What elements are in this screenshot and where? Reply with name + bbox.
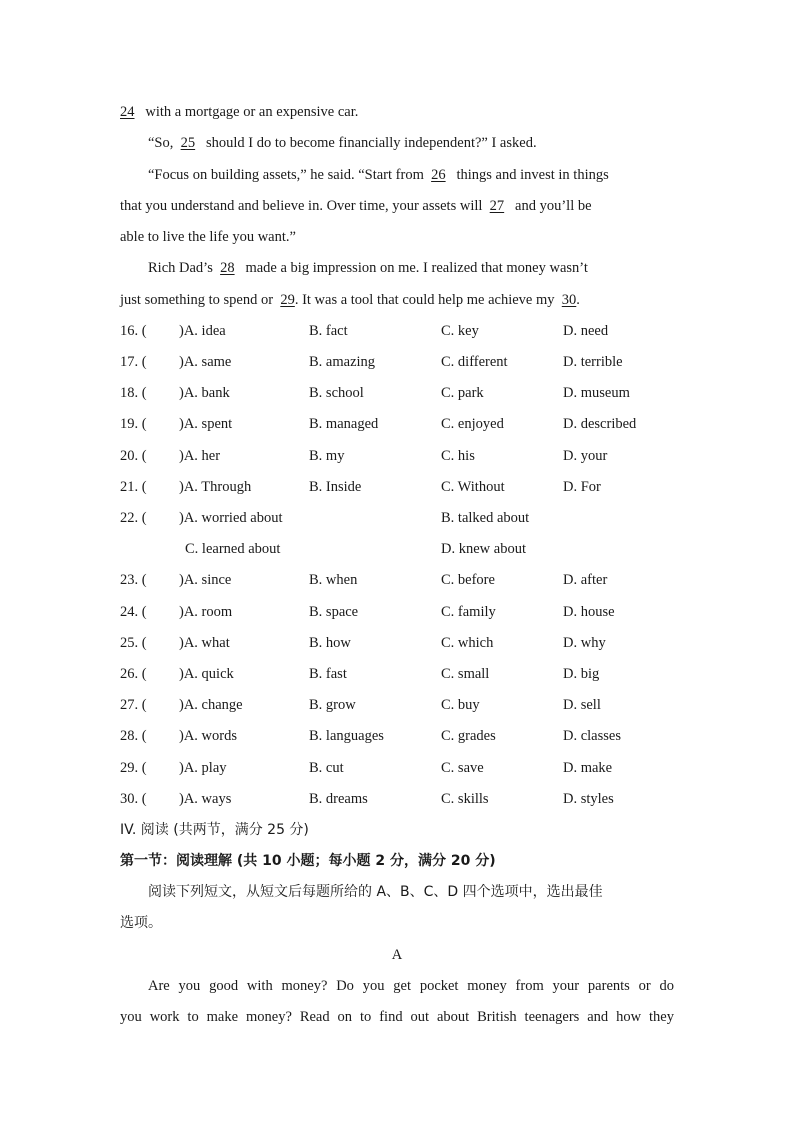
option-a: )A. since xyxy=(179,572,232,588)
question-number: 25. ( xyxy=(120,635,147,651)
blank-25: 25 xyxy=(180,135,196,151)
option-c: C. grades xyxy=(441,728,496,744)
option-d: D. sell xyxy=(563,697,601,713)
option-a: )A. worried about xyxy=(179,510,283,526)
question-number: 23. ( xyxy=(120,572,147,588)
option-b: B. how xyxy=(309,635,351,651)
option-d: D. make xyxy=(563,760,613,776)
option-b: B. fact xyxy=(309,323,348,339)
option-d: D. museum xyxy=(563,385,630,401)
question-number: 28. ( xyxy=(120,728,147,744)
option-d: D. styles xyxy=(563,791,614,807)
option-b: B. space xyxy=(309,604,359,620)
instruction-line-1: 阅读下列短文，从短文后每题所给的 A、B、C、D 四个选项中，选出最佳 xyxy=(148,884,603,900)
question-number: 16. ( xyxy=(120,323,147,339)
option-a: )A. words xyxy=(179,728,237,744)
question-number: 26. ( xyxy=(120,666,147,682)
option-d: D. house xyxy=(563,604,615,620)
option-a: )A. idea xyxy=(179,323,226,339)
option-c: C. family xyxy=(441,604,496,620)
question-number: 17. ( xyxy=(120,354,147,370)
option-b: B. dreams xyxy=(309,791,368,807)
option-a: )A. quick xyxy=(179,666,234,682)
reading-line-2: you work to make money? Read on to find out about British teenagers and how they xyxy=(120,1009,674,1025)
option-c: C. different xyxy=(441,354,508,370)
passage-line-4: that you understand and believe in. Over time, your assets will 27 and you’ll be xyxy=(120,198,592,214)
passage-line-1: 24 with a mortgage or an expensive car. xyxy=(120,104,359,120)
section-heading: IV. 阅读 (共两节，满分 25 分) xyxy=(120,822,309,838)
option-c: C. enjoyed xyxy=(441,416,504,432)
option-b: B. fast xyxy=(309,666,347,682)
option-d: D. why xyxy=(563,635,606,651)
reading-line-1: Are you good with money? Do you get pocket money from your parents or do xyxy=(148,978,674,994)
option-b: B. amazing xyxy=(309,354,376,370)
option-a: )A. her xyxy=(179,448,221,464)
option-d: D. after xyxy=(563,572,608,588)
option-b: B. when xyxy=(309,572,358,588)
passage-line-7: just something to spend or 29. It was a tool that could help me achieve my 30. xyxy=(120,292,580,308)
option-a: )A. same xyxy=(179,354,232,370)
question-number: 24. ( xyxy=(120,604,147,620)
passage-line-3: “Focus on building assets,” he said. “Start from 26 things and invest in things xyxy=(148,167,609,183)
option-b: B. cut xyxy=(309,760,344,776)
option-a: )A. bank xyxy=(179,385,230,401)
option-a: )A. play xyxy=(179,760,227,776)
option-c: C. his xyxy=(441,448,475,464)
option-b: B. school xyxy=(309,385,364,401)
option-c: C. park xyxy=(441,385,484,401)
option-d: D. need xyxy=(563,323,609,339)
option-c: C. key xyxy=(441,323,479,339)
option-d: D. described xyxy=(563,416,637,432)
option-b: B. managed xyxy=(309,416,379,432)
option-b: B. Inside xyxy=(309,479,362,495)
option-b: B. grow xyxy=(309,697,356,713)
option-b: B. languages xyxy=(309,728,384,744)
question-number: 19. ( xyxy=(120,416,147,432)
option-c: C. learned about xyxy=(185,541,281,557)
option-a: )A. spent xyxy=(179,416,233,432)
blank-27: 27 xyxy=(489,198,505,214)
option-d: D. big xyxy=(563,666,600,682)
passage-letter: A xyxy=(391,947,403,963)
option-c: C. save xyxy=(441,760,484,776)
question-number: 29. ( xyxy=(120,760,147,776)
option-a: )A. what xyxy=(179,635,230,651)
option-d: D. knew about xyxy=(441,541,526,557)
option-d: D. For xyxy=(563,479,601,495)
passage-line-6: Rich Dad’s 28 made a big impression on me. I realized that money wasn’t xyxy=(148,260,588,276)
blank-24: 24 xyxy=(120,104,135,120)
option-b: B. my xyxy=(309,448,345,464)
option-c: C. before xyxy=(441,572,495,588)
question-number: 18. ( xyxy=(120,385,147,401)
question-number: 22. ( xyxy=(120,510,147,526)
question-number: 27. ( xyxy=(120,697,147,713)
option-a: )A. change xyxy=(179,697,243,713)
option-b: B. talked about xyxy=(441,510,530,526)
instruction-line-2: 选项。 xyxy=(120,915,162,931)
option-d: D. classes xyxy=(563,728,621,744)
question-number: 20. ( xyxy=(120,448,147,464)
question-number: 21. ( xyxy=(120,479,147,495)
blank-28: 28 xyxy=(220,260,235,276)
blank-30: 30 xyxy=(561,292,577,308)
option-a: )A. ways xyxy=(179,791,232,807)
blank-29: 29 xyxy=(280,292,295,308)
option-c: C. small xyxy=(441,666,490,682)
option-c: C. buy xyxy=(441,697,480,713)
option-d: D. terrible xyxy=(563,354,623,370)
option-c: C. Without xyxy=(441,479,505,495)
passage-line-5: able to live the life you want.” xyxy=(120,229,296,245)
option-a: )A. room xyxy=(179,604,233,620)
option-a: )A. Through xyxy=(179,479,252,495)
part-heading: 第一节：阅读理解 (共 10 小题；每小题 2 分，满分 20 分) xyxy=(120,853,496,869)
option-c: C. skills xyxy=(441,791,489,807)
option-d: D. your xyxy=(563,448,608,464)
passage-line-2: “So, 25 should I do to become financially independent?” I asked. xyxy=(148,135,537,151)
question-number: 30. ( xyxy=(120,791,147,807)
blank-26: 26 xyxy=(431,167,446,183)
option-c: C. which xyxy=(441,635,494,651)
